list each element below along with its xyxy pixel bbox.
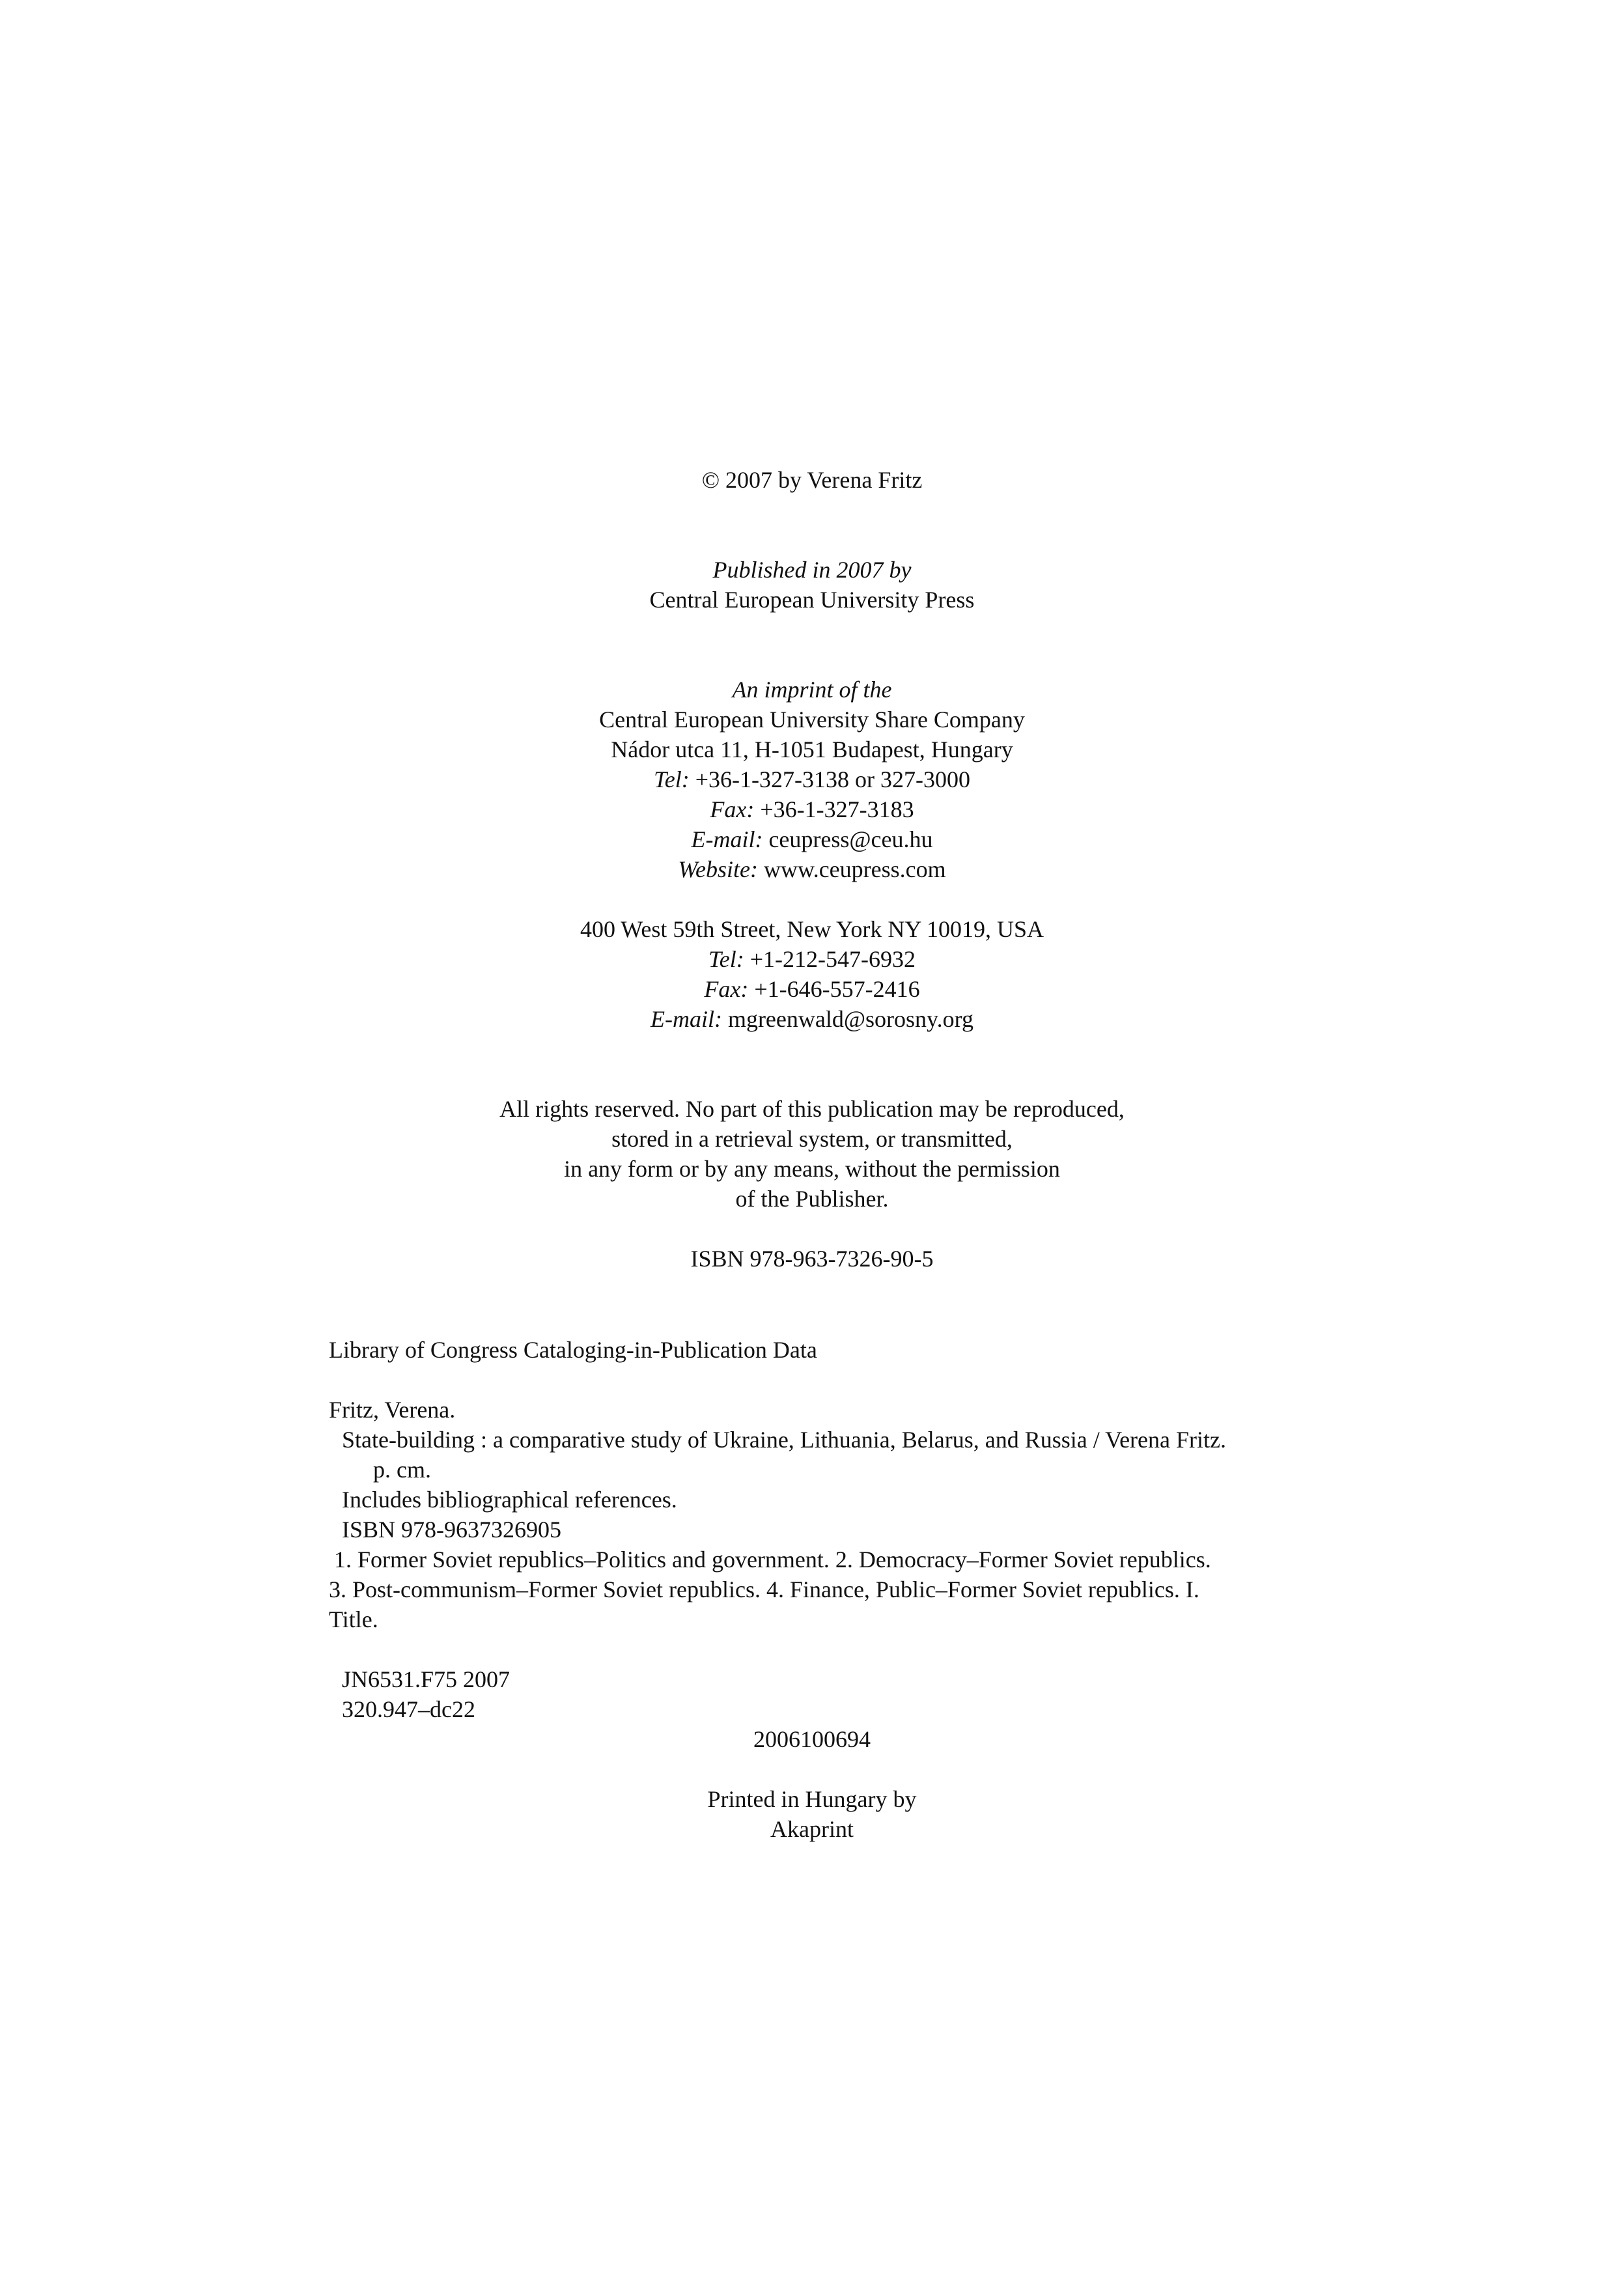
imprint-website-value: www.ceupress.com: [764, 856, 946, 882]
printer-line-2: Akaprint: [770, 1816, 854, 1842]
us-office-fax-value: +1-646-557-2416: [754, 976, 920, 1002]
imprint-tel: [0, 764, 1624, 794]
imprint-label: An imprint of the: [732, 677, 892, 703]
cip-lc-class: JN6531.F75 2007: [342, 1666, 511, 1692]
imprint-email-value: ceupress@ceu.hu: [768, 826, 933, 852]
cip-classification: [329, 1664, 1306, 1724]
imprint-fax: [0, 794, 1624, 824]
cip-block: [329, 1335, 1306, 1365]
copyright-line: © 2007 by Verena Fritz: [701, 467, 923, 493]
isbn-line: ISBN 978-963-7326-90-5: [690, 1246, 934, 1272]
published-block: [0, 555, 1624, 615]
cip-subjects-line-1: 1. Former Soviet republics–Politics and government. 2. Democracy–Former Soviet republics.: [334, 1546, 1211, 1573]
rights-line-2: stored in a retrieval system, or transmitted,: [611, 1126, 1013, 1152]
imprint-website-label: Website:: [678, 856, 759, 882]
cip-title-line: State-building : a comparative study of Ukraine, Lithuania, Belarus, and Russia / Verena Fritz.: [342, 1427, 1226, 1453]
rights-line-3: in any form or by any means, without the permission: [564, 1156, 1060, 1182]
us-office-email-label: E-mail:: [650, 1006, 722, 1032]
us-office-tel: [0, 944, 1624, 974]
cip-author: Fritz, Verena.: [329, 1397, 456, 1423]
us-office-email-value: mgreenwald@sorosny.org: [727, 1006, 974, 1032]
isbn-block: [0, 1244, 1624, 1274]
us-office-address: 400 West 59th Street, New York NY 10019, USA: [580, 916, 1044, 942]
imprint-tel-label: Tel:: [654, 766, 690, 792]
printer-block: [0, 1784, 1624, 1844]
imprint-email-label: E-mail:: [691, 826, 763, 852]
rights-line-1: All rights reserved. No part of this publication may be reproduced,: [499, 1096, 1125, 1122]
cip-subjects-line-3: Title.: [329, 1606, 378, 1632]
printer-line-1: Printed in Hungary by: [707, 1786, 917, 1812]
us-office-fax-label: Fax:: [704, 976, 749, 1002]
copyright-block: [0, 465, 1624, 495]
imprint-website: [0, 854, 1624, 884]
us-office-tel-label: Tel:: [708, 946, 744, 972]
cip-subjects-line-2: 3. Post-communism–Former Soviet republics. 4. Finance, Public–Former Soviet republics. I.: [329, 1576, 1199, 1602]
published-label: Published in 2007 by: [712, 557, 912, 583]
imprint-company: Central European University Share Company: [599, 706, 1025, 733]
us-office-tel-value: +1-212-547-6932: [749, 946, 916, 972]
cip-isbn: ISBN 978-9637326905: [342, 1517, 562, 1543]
cip-record: [329, 1395, 1306, 1634]
us-office-email: [0, 1004, 1624, 1034]
us-office-block: [0, 914, 1624, 1034]
rights-line-4: of the Publisher.: [735, 1186, 889, 1212]
cip-bibliography: Includes bibliographical references.: [342, 1487, 677, 1513]
imprint-address: Nádor utca 11, H-1051 Budapest, Hungary: [611, 736, 1013, 762]
imprint-block: [0, 675, 1624, 884]
imprint-fax-value: +36-1-327-3183: [760, 796, 914, 822]
cip-dewey: 320.947–dc22: [342, 1696, 475, 1722]
imprint-email: [0, 824, 1624, 854]
cip-heading: Library of Congress Cataloging-in-Publication Data: [329, 1337, 817, 1363]
publisher-name: Central European University Press: [649, 587, 975, 613]
rights-block: [0, 1094, 1624, 1214]
cip-control-number: 2006100694: [753, 1726, 871, 1752]
cip-control-block: [0, 1724, 1624, 1754]
imprint-fax-label: Fax:: [710, 796, 755, 822]
imprint-tel-value: +36-1-327-3138 or 327-3000: [695, 766, 970, 792]
us-office-fax: [0, 974, 1624, 1004]
cip-pages: p. cm.: [373, 1457, 431, 1483]
